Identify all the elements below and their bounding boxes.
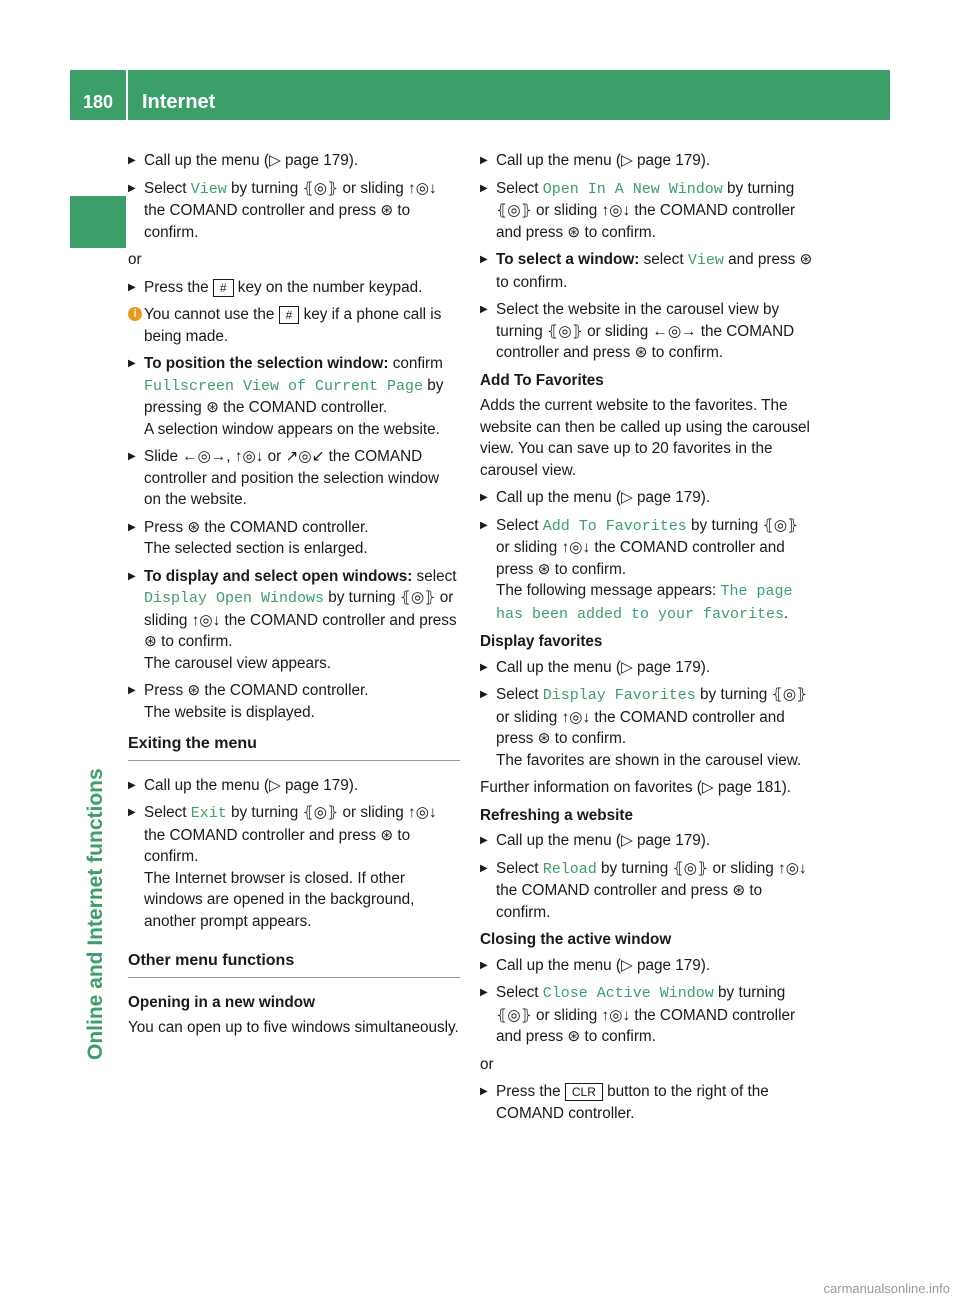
step-press-clr: ▶ Press the CLR button to the right of the COMAND controller. xyxy=(480,1081,814,1124)
menu-item-new-window: Open In A New Window xyxy=(542,180,723,198)
or-text: or xyxy=(128,251,142,268)
right-column xyxy=(480,150,814,1130)
step-press-hash: ▶ Press the # key on the number keypad. xyxy=(128,277,460,299)
step-select-window: ▶ To select a window: select View and press ⊛ to confirm. xyxy=(480,249,814,293)
favorites-text: Adds the current website to the favorites. The website can then be called up using the carousel view. You can save up to 20 favorites in the carousel view. xyxy=(480,397,810,479)
menu-item-add-favorites: Add To Favorites xyxy=(542,517,687,535)
hash-key-icon: # xyxy=(213,279,234,297)
watermark: carmanualsonline.info xyxy=(823,1281,950,1296)
step-slide-controller: ▶ Slide ←◎→, ↑◎↓ or ↗◎↙ the COMAND controller and position the selection window on the website. xyxy=(128,446,460,511)
heading-add-favorites: Add To Favorites xyxy=(480,371,604,389)
info-icon: i xyxy=(128,307,142,321)
menu-item-fullscreen: Fullscreen View of Current Page xyxy=(144,377,424,395)
step-display-favorites: ▶ Select Display Favorites by turning ⦃◎⦄ or sliding ↑◎↓ the COMAND controller and press ⊛ to confirm. The favorites are shown in the carousel view. xyxy=(480,684,814,771)
heading-exiting-menu: Exiting the menu xyxy=(128,733,460,761)
step-close-window: ▶ Select Close Active Window by turning ⦃◎⦄ or sliding ↑◎↓ the COMAND controller and press ⊛ to confirm. xyxy=(480,982,814,1048)
step-call-menu: ▶ Call up the menu (▷ page 179). xyxy=(480,830,814,852)
clr-key-icon: CLR xyxy=(565,1083,603,1101)
step-press-enlarge: ▶ Press ⊛ the COMAND controller. The selected section is enlarged. xyxy=(128,517,460,560)
step-call-menu: ▶ Call up the menu (▷ page 179). xyxy=(480,955,814,977)
step-select-new-window: ▶ Select Open In A New Window by turning ⦃◎⦄ or sliding ↑◎↓ the COMAND controller and press ⊛ to confirm. xyxy=(480,178,814,244)
hash-key-icon: # xyxy=(279,306,300,324)
step-press-display: ▶ Press ⊛ the COMAND controller. The website is displayed. xyxy=(128,680,460,723)
page-title: Internet xyxy=(142,91,216,113)
message-favorite-added: The page has been added to your favorites xyxy=(496,583,793,623)
step-call-menu: ▶ Call up the menu (▷ page 179). xyxy=(128,150,460,172)
step-call-menu: ▶ Call up the menu (▷ page 179). xyxy=(480,487,814,509)
heading-new-window: Opening in a new window xyxy=(128,993,315,1011)
step-display-windows: ▶ To display and select open windows: select Display Open Windows by turning ⦃◎⦄ or sliding ↑◎↓ the COMAND controller and press ⊛ to confirm. The carousel view appears. xyxy=(128,566,460,675)
menu-item-reload: Reload xyxy=(542,860,597,878)
heading-refresh: Refreshing a website xyxy=(480,806,634,824)
header-divider xyxy=(126,70,128,120)
step-add-favorites: ▶ Select Add To Favorites by turning ⦃◎⦄ or sliding ↑◎↓ the COMAND controller and press ⊛ to confirm. The following message appears: The page has been added to your favorites. xyxy=(480,515,814,626)
menu-item-display-favorites: Display Favorites xyxy=(542,687,696,704)
section-title-vertical: Online and Internet functions xyxy=(84,768,107,1060)
menu-item-view: View xyxy=(190,180,227,198)
or-text: or xyxy=(480,1055,494,1073)
menu-item-view: View xyxy=(687,252,724,269)
menu-item-exit: Exit xyxy=(190,805,227,822)
step-reload: ▶ Select Reload by turning ⦃◎⦄ or sliding ↑◎↓ the COMAND controller and press ⊛ to confirm. xyxy=(480,858,814,924)
further-info: Further information on favorites (▷ page 181). xyxy=(480,779,792,796)
heading-close-window: Closing the active window xyxy=(480,931,672,948)
menu-item-display-open-windows: Display Open Windows xyxy=(144,590,325,607)
step-position-window: ▶ To position the selection window: confirm Fullscreen View of Current Page by pressing ⊛ the COMAND controller. A selection window appears on the website. xyxy=(128,353,460,440)
page-number: 180 xyxy=(82,92,114,112)
step-select-view: ▶ Select View by turning ⦃◎⦄ or sliding ↑◎↓ the COMAND controller and press ⊛ to confirm. xyxy=(128,178,460,244)
step-call-menu: ▶ Call up the menu (▷ page 179). xyxy=(480,657,814,679)
heading-other-functions: Other menu functions xyxy=(128,950,460,978)
section-tab-marker xyxy=(70,196,126,248)
step-exit-call-menu: ▶ Call up the menu (▷ page 179). xyxy=(128,775,460,797)
info-note: i You cannot use the # key if a phone call is being made. xyxy=(128,304,460,347)
heading-display-favorites: Display favorites xyxy=(480,633,603,650)
step-call-menu: ▶ Call up the menu (▷ page 179). xyxy=(480,150,814,172)
menu-item-close-window: Close Active Window xyxy=(542,985,714,1002)
step-select-exit: ▶ Select Exit by turning ⦃◎⦄ or sliding ↑◎↓ the COMAND controller and press ⊛ to confirm. The Internet browser is closed. If other windows are opened in the background, another prompt appears. xyxy=(128,802,460,932)
new-window-text: You can open up to five windows simultaneously. xyxy=(128,1019,459,1036)
step-carousel-select: ▶ Select the website in the carousel view by turning ⦃◎⦄ or sliding ←◎→ the COMAND controller and press ⊛ to confirm. xyxy=(480,299,814,364)
left-column xyxy=(128,150,460,1045)
